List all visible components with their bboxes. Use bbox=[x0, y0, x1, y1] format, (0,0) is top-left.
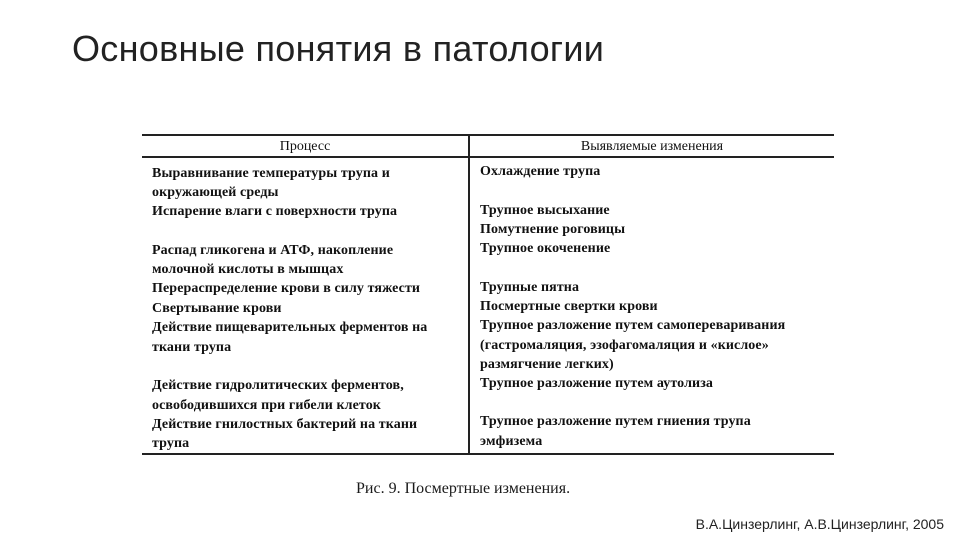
process-line: молочной кислоты в мышцах bbox=[152, 262, 344, 277]
process-line: трупа bbox=[152, 436, 190, 451]
process-line: Свертывание крови bbox=[152, 301, 282, 316]
change-line: (гастромаляция, эзофагомаляция и «кислое» bbox=[480, 338, 769, 353]
process-line: Испарение влаги с поверхности трупа bbox=[152, 204, 398, 219]
table-header-changes: Выявляемые изменения bbox=[580, 139, 724, 154]
table-header-rule bbox=[142, 156, 834, 158]
figure-caption: Рис. 9. Посмертные изменения. bbox=[356, 480, 571, 497]
change-line: Трупное окоченение bbox=[480, 241, 611, 256]
change-line: Трупное разложение путем гниения трупа bbox=[480, 414, 751, 429]
change-line: Помутнение роговицы bbox=[480, 222, 626, 237]
change-line: Трупное разложение путем самопереваривания bbox=[480, 318, 786, 333]
process-line: освободившихся при гибели клеток bbox=[152, 398, 381, 413]
change-line: Трупное высыхание bbox=[480, 203, 610, 218]
process-line: Действие гидролитических ферментов, bbox=[152, 378, 404, 393]
change-line: Трупные пятна bbox=[480, 280, 580, 295]
change-line: Трупное разложение путем аутолиза bbox=[480, 376, 714, 391]
table-header-process: Процесс bbox=[279, 139, 331, 154]
change-line: размягчение легких) bbox=[480, 357, 614, 372]
process-line: Действие гнилостных бактерий на ткани bbox=[152, 417, 418, 432]
process-line: окружающей среды bbox=[152, 185, 279, 200]
change-line: Посмертные свертки крови bbox=[480, 299, 658, 314]
table-top-rule bbox=[142, 134, 834, 136]
process-line: Распад гликогена и АТФ, накопление bbox=[152, 243, 394, 258]
table-bottom-rule bbox=[142, 453, 834, 455]
slide-title: Основные понятия в патологии bbox=[72, 28, 605, 69]
change-line: Охлаждение трупа bbox=[480, 164, 601, 179]
table-column-divider bbox=[468, 134, 470, 454]
process-line: Действие пищеварительных ферментов на bbox=[152, 320, 428, 335]
process-line: Перераспределение крови в силу тяжести bbox=[152, 281, 421, 296]
author-credit: В.А.Цинзерлинг, А.В.Цинзерлинг, 2005 bbox=[695, 516, 944, 532]
process-line: ткани трупа bbox=[152, 340, 232, 355]
process-line: Выравнивание температуры трупа и bbox=[152, 166, 390, 181]
change-line: эмфизема bbox=[480, 434, 543, 449]
scanned-table-image bbox=[142, 134, 834, 458]
